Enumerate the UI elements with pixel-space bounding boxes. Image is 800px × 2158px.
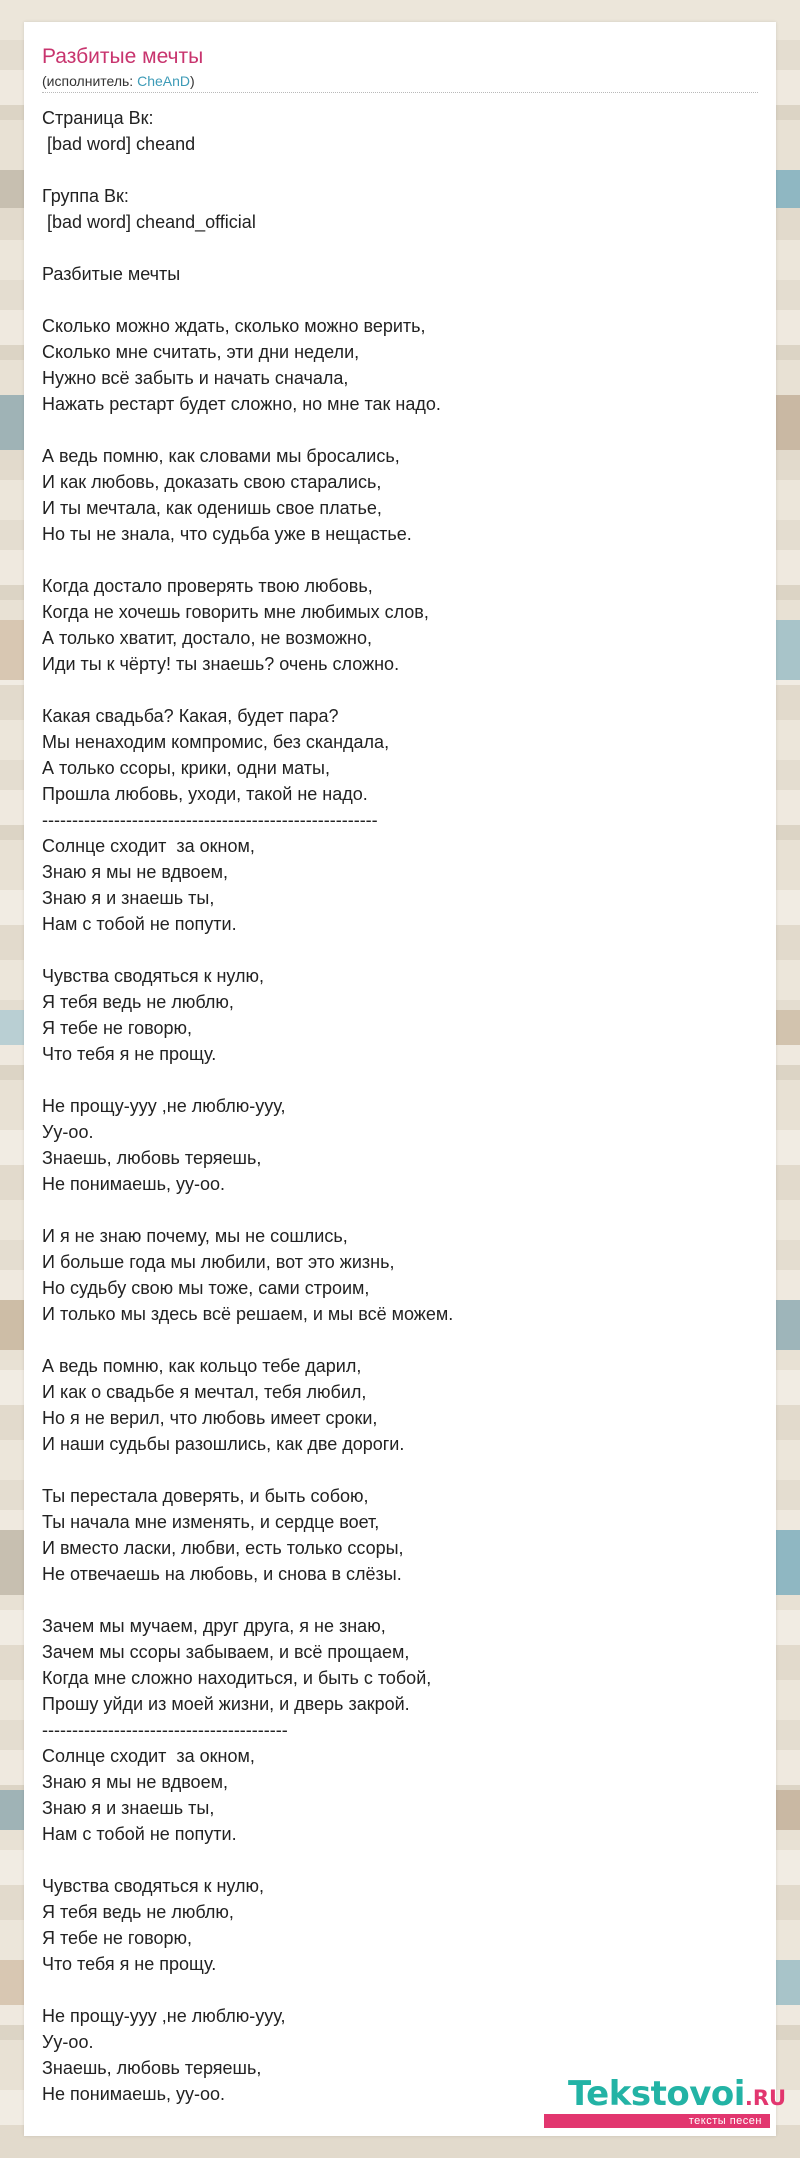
logo-tagline: тексты песен <box>544 2114 770 2128</box>
stripe-band <box>0 1010 24 1045</box>
lyrics-card <box>24 22 776 2136</box>
logo-wordmark <box>568 2074 786 2118</box>
stripe-band <box>776 1530 800 1595</box>
stripe-band <box>0 170 24 208</box>
stripe-band <box>776 1300 800 1350</box>
stripe-band <box>0 1530 24 1595</box>
artist-line <box>42 73 195 90</box>
song-title: Разбитые мечты <box>42 45 204 68</box>
logo-name: Tekstovoi <box>568 2074 745 2114</box>
stripe-band <box>776 395 800 450</box>
stripe-band <box>776 620 800 680</box>
stripe-band <box>776 1790 800 1830</box>
lyrics-text: Страница Вк: [bad word] cheand Группа Вк: [bad word] cheand_official Разбитые мечты Сколько можно ждать, сколько можно верить, Сколько мне считать, эти дни недели, Нужно всё забыть и начать сначала, Нажать рестарт будет сложно, но мне так надо. А ведь помню, как словами мы бросались, И как любовь, доказать свою старались, И ты мечтала, как оденишь свое платье, Но ты не знала, что судьба уже в нещастье. Когда достало проверять твою любовь, Когда не хочешь говорить мне любимых слов, А только хватит, достало, не возможно, Иди ты к чёрту! ты знаешь? очень сложно. Какая свадьба? Какая, будет пара? Мы ненаходим компромис, без скандала, А только ссоры, крики, одни маты, Прошла любовь, уходи, такой не надо. -------------------------------------------------------- Солнце сходит за окном, Знаю я мы не вдвоем, Знаю я и знаешь ты, Нам с тобой не попути. Чувства сводяться к нулю, Я тебя ведь не люблю, Я тебе не говорю, Что тебя я не прощу. Не прощу-ууу ,не люблю-ууу, Уу-оо. Знаешь, любовь теряешь, Не понимаешь, уу-оо. И я не знаю почему, мы не сошлись, И больше года мы любили, вот это жизнь, Но судьбу свою мы тоже, сами строим, И только мы здесь всё решаем, и мы всё можем. А ведь помню, как кольцо тебе дарил, И как о свадьбе я мечтал, тебя любил, Но я не верил, что любовь имеет сроки, И наши судьбы разошлись, как две дороги. Ты перестала доверять, и быть собою, Ты начала мне изменять, и сердце воет, И вместо ласки, любви, есть только ссоры, Не отвечаешь на любовь, и снова в слёзы. Зачем мы мучаем, друг друга, я не знаю, Зачем мы ссоры забываем, и всё прощаем, Когда мне сложно находиться, и быть с тобой, Прошу уйди из моей жизни, и дверь закрой. ----------------------------------------- Солнце сходит за окном, Знаю я мы не вдвоем, Знаю я и знаешь ты, Нам с тобой не попути. Чувства сводяться к нулю, Я тебя ведь не люблю, Я тебе не говорю, Что тебя я не прощу. Не прощу-ууу ,не люблю-ууу, Уу-оо. Знаешь, любовь теряешь, Не понимаешь, уу-оо. <box>42 108 454 2104</box>
stripe-band <box>776 1010 800 1045</box>
right-decorative-stripe <box>776 0 800 2158</box>
stripe-band <box>776 170 800 208</box>
site-logo[interactable] <box>544 2074 787 2134</box>
stripe-band <box>0 1790 24 1830</box>
stripe-band <box>0 1960 24 2005</box>
artist-link[interactable]: CheAnD <box>137 73 191 89</box>
title-divider <box>42 92 758 93</box>
left-decorative-stripe <box>0 0 24 2158</box>
artist-suffix: ) <box>190 73 195 89</box>
stripe-band <box>0 395 24 450</box>
stripe-band <box>776 1960 800 2005</box>
stripe-band <box>0 1300 24 1350</box>
artist-prefix: (исполнитель: <box>42 73 138 89</box>
logo-tld: .RU <box>744 2086 787 2110</box>
stripe-band <box>0 620 24 680</box>
